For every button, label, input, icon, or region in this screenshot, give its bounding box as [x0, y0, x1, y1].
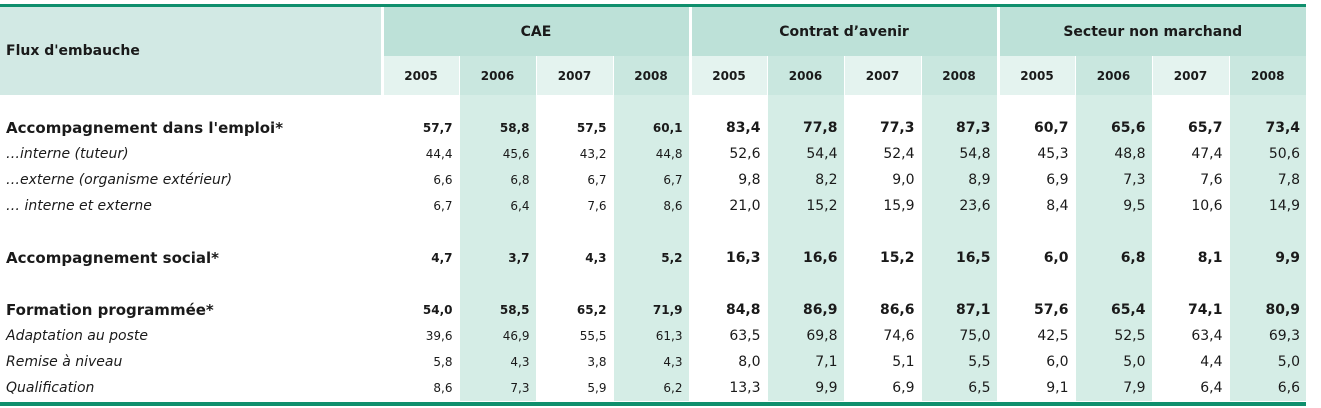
year-header: 2006 — [459, 56, 536, 95]
year-header: 2007 — [536, 56, 613, 95]
table-cell: 7,8 — [1229, 167, 1306, 193]
table-cell: 15,2 — [767, 193, 844, 219]
data-table — [0, 7, 1306, 401]
spacer-row — [0, 95, 1306, 115]
table-cell: 44,4 — [382, 141, 459, 167]
table-cell: 21,0 — [690, 193, 767, 219]
table-cell: 23,6 — [921, 193, 998, 219]
table-cell: 57,6 — [998, 297, 1075, 323]
table-row — [0, 193, 1306, 219]
table-cell: 7,3 — [1075, 167, 1152, 193]
table-cell: 86,9 — [767, 297, 844, 323]
year-header: 2006 — [1075, 56, 1152, 95]
table-cell: 60,7 — [998, 115, 1075, 141]
row-label: Qualification — [6, 380, 95, 396]
table-cell: 45,6 — [459, 141, 536, 167]
table-row — [0, 297, 1306, 323]
row-label: Remise à niveau — [6, 354, 123, 370]
table-cell: 57,7 — [382, 115, 459, 141]
year-header: 2005 — [382, 56, 459, 95]
table-cell: 47,4 — [1152, 141, 1229, 167]
table-cell: 63,5 — [690, 323, 767, 349]
table-cell: 5,9 — [536, 375, 613, 401]
table-cell: 9,9 — [767, 375, 844, 401]
table-cell: 48,8 — [1075, 141, 1152, 167]
table-cell: 6,4 — [459, 193, 536, 219]
table-cell: 80,9 — [1229, 297, 1306, 323]
table-cell: 6,9 — [844, 375, 921, 401]
table-cell: 7,6 — [536, 193, 613, 219]
table-cell: 15,2 — [844, 245, 921, 271]
table-cell: 8,4 — [998, 193, 1075, 219]
table-cell: 77,8 — [767, 115, 844, 141]
row-label: Formation programmée* — [6, 301, 214, 319]
table-cell: 50,6 — [1229, 141, 1306, 167]
table-cell: 42,5 — [998, 323, 1075, 349]
table-cell: 6,6 — [382, 167, 459, 193]
table-row — [0, 245, 1306, 271]
table-cell: 3,8 — [536, 349, 613, 375]
table-cell: 54,8 — [921, 141, 998, 167]
table-cell: 65,6 — [1075, 115, 1152, 141]
table-cell: 5,0 — [1075, 349, 1152, 375]
table-cell: 6,5 — [921, 375, 998, 401]
table-cell: 69,8 — [767, 323, 844, 349]
table-cell: 9,0 — [844, 167, 921, 193]
table-cell: 4,7 — [382, 245, 459, 271]
table-cell: 9,1 — [998, 375, 1075, 401]
table-cell: 43,2 — [536, 141, 613, 167]
table-cell: 65,4 — [1075, 297, 1152, 323]
table-cell: 87,1 — [921, 297, 998, 323]
row-label: Accompagnement dans l'emploi* — [6, 119, 284, 137]
table-cell: 5,5 — [921, 349, 998, 375]
row-label: Adaptation au poste — [6, 328, 149, 344]
table-cell: 75,0 — [921, 323, 998, 349]
table-cell: 54,0 — [382, 297, 459, 323]
table-cell: 73,4 — [1229, 115, 1306, 141]
table-row — [0, 323, 1306, 349]
table-cell: 6,9 — [998, 167, 1075, 193]
year-header: 2007 — [1152, 56, 1229, 95]
table-cell: 74,1 — [1152, 297, 1229, 323]
table-cell: 15,9 — [844, 193, 921, 219]
group-header-secteur-non-marchand: Secteur non marchand — [998, 7, 1306, 56]
table-cell: 16,3 — [690, 245, 767, 271]
table-cell: 10,6 — [1152, 193, 1229, 219]
table-cell: 71,9 — [613, 297, 690, 323]
table-cell: 69,3 — [1229, 323, 1306, 349]
table-cell: 83,4 — [690, 115, 767, 141]
table-row — [0, 375, 1306, 401]
row-label: …interne (tuteur) — [6, 146, 129, 162]
table-cell: 52,4 — [844, 141, 921, 167]
table-cell: 58,8 — [459, 115, 536, 141]
table-cell: 6,7 — [536, 167, 613, 193]
table-cell: 4,3 — [459, 349, 536, 375]
bottom-rule — [0, 402, 1306, 406]
table-cell: 5,0 — [1229, 349, 1306, 375]
table-cell: 5,8 — [382, 349, 459, 375]
table-cell: 9,9 — [1229, 245, 1306, 271]
table-cell: 55,5 — [536, 323, 613, 349]
table-cell: 3,7 — [459, 245, 536, 271]
table-cell: 13,3 — [690, 375, 767, 401]
table-cell: 8,1 — [1152, 245, 1229, 271]
table-cell: 6,6 — [1229, 375, 1306, 401]
table-cell: 8,2 — [767, 167, 844, 193]
table-cell: 6,2 — [613, 375, 690, 401]
table-cell: 61,3 — [613, 323, 690, 349]
table-cell: 77,3 — [844, 115, 921, 141]
table-cell: 44,8 — [613, 141, 690, 167]
table-cell: 5,1 — [844, 349, 921, 375]
table-cell: 7,3 — [459, 375, 536, 401]
table-cell: 7,9 — [1075, 375, 1152, 401]
table-cell: 8,6 — [382, 375, 459, 401]
table-cell: 39,6 — [382, 323, 459, 349]
table-cell: 65,2 — [536, 297, 613, 323]
table-cell: 52,6 — [690, 141, 767, 167]
year-header: 2005 — [690, 56, 767, 95]
table-cell: 6,4 — [1152, 375, 1229, 401]
year-header: 2005 — [998, 56, 1075, 95]
row-label-header: Flux d'embauche — [0, 7, 382, 95]
spacer-row — [0, 219, 1306, 245]
table-cell: 16,5 — [921, 245, 998, 271]
year-header: 2007 — [844, 56, 921, 95]
table-cell: 4,3 — [536, 245, 613, 271]
table-cell: 6,0 — [998, 245, 1075, 271]
table-cell: 52,5 — [1075, 323, 1152, 349]
table-cell: 58,5 — [459, 297, 536, 323]
year-header: 2006 — [767, 56, 844, 95]
group-header-contrat-avenir: Contrat d’avenir — [690, 7, 998, 56]
table-row — [0, 115, 1306, 141]
table-body — [0, 95, 1306, 401]
table-cell: 5,2 — [613, 245, 690, 271]
table-cell: 6,8 — [1075, 245, 1152, 271]
table-cell: 45,3 — [998, 141, 1075, 167]
table-cell: 87,3 — [921, 115, 998, 141]
table-cell: 6,7 — [382, 193, 459, 219]
table-cell: 9,5 — [1075, 193, 1152, 219]
year-header: 2008 — [1229, 56, 1306, 95]
year-header: 2008 — [613, 56, 690, 95]
year-header: 2008 — [921, 56, 998, 95]
table-cell: 84,8 — [690, 297, 767, 323]
table-cell: 14,9 — [1229, 193, 1306, 219]
table-cell: 4,3 — [613, 349, 690, 375]
table-row — [0, 167, 1306, 193]
table-cell: 8,6 — [613, 193, 690, 219]
table-cell: 6,8 — [459, 167, 536, 193]
table-row — [0, 349, 1306, 375]
table-cell: 7,1 — [767, 349, 844, 375]
table-cell: 8,9 — [921, 167, 998, 193]
table-cell: 86,6 — [844, 297, 921, 323]
table-row — [0, 141, 1306, 167]
row-label: … interne et externe — [6, 198, 152, 214]
row-label: Accompagnement social* — [6, 249, 220, 267]
table-cell: 74,6 — [844, 323, 921, 349]
table-cell: 65,7 — [1152, 115, 1229, 141]
table-cell: 9,8 — [690, 167, 767, 193]
spacer-row — [0, 271, 1306, 297]
table-cell: 63,4 — [1152, 323, 1229, 349]
table-cell: 7,6 — [1152, 167, 1229, 193]
table-cell: 16,6 — [767, 245, 844, 271]
table-cell: 60,1 — [613, 115, 690, 141]
group-header-cae: CAE — [382, 7, 690, 56]
table-cell: 46,9 — [459, 323, 536, 349]
table-cell: 6,0 — [998, 349, 1075, 375]
table-cell: 57,5 — [536, 115, 613, 141]
table-cell: 4,4 — [1152, 349, 1229, 375]
table-cell: 54,4 — [767, 141, 844, 167]
row-label: …externe (organisme extérieur) — [6, 172, 233, 188]
table-cell: 6,7 — [613, 167, 690, 193]
table-cell: 8,0 — [690, 349, 767, 375]
